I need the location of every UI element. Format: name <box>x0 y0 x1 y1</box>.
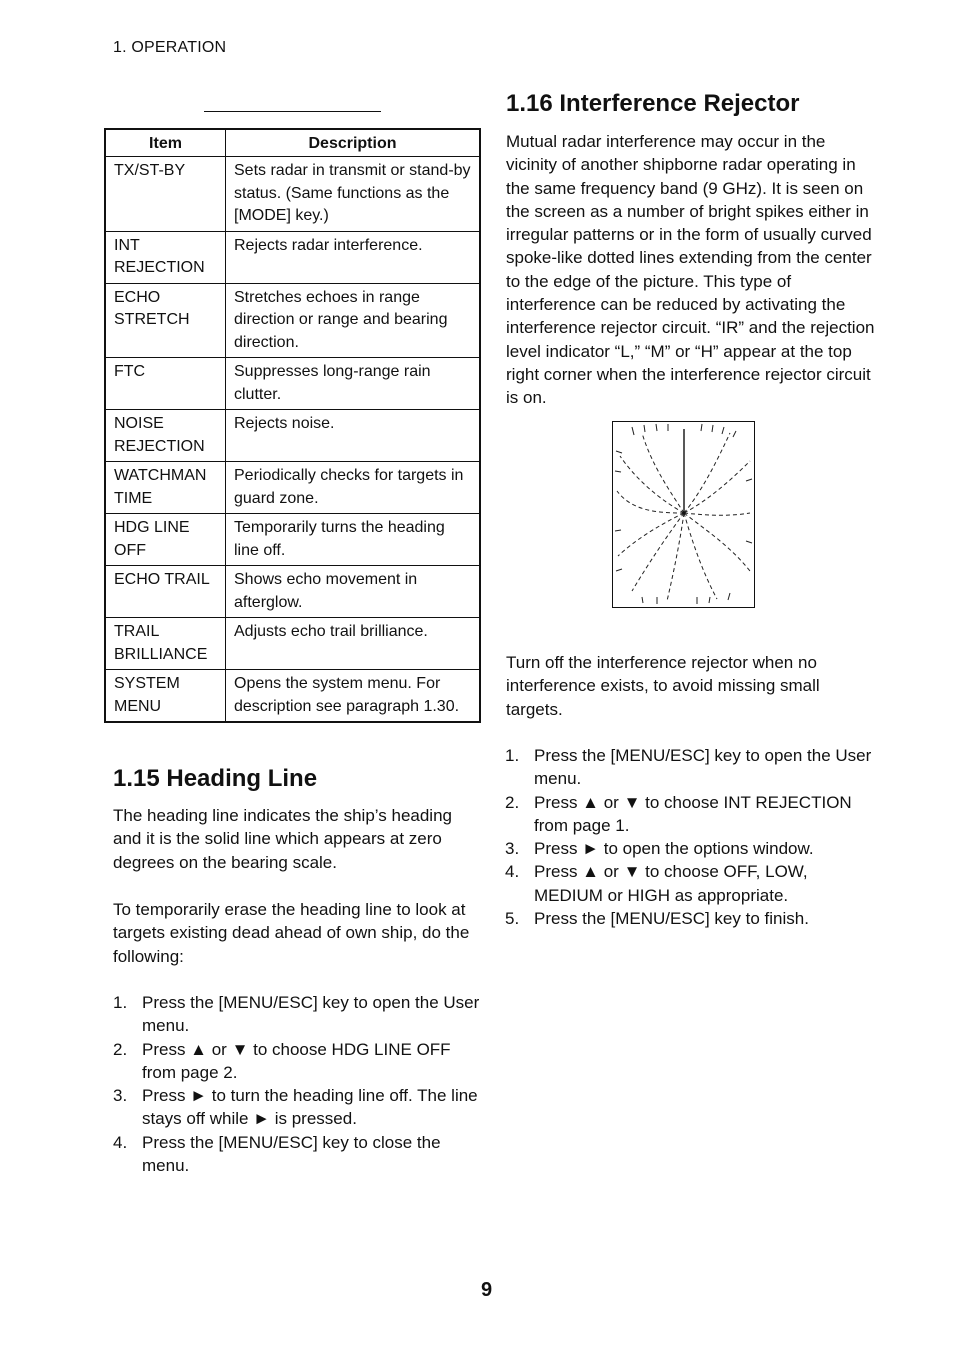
table-cell-description: Sets radar in transmit or stand-by status. (Same functions as the [MODE] key.) <box>226 157 481 232</box>
table-cell-item: HDG LINE OFF <box>105 514 226 566</box>
step-item <box>505 837 877 860</box>
step-number: 4. <box>505 862 520 882</box>
step-number: 3. <box>505 839 520 859</box>
table-cell-description: Adjusts echo trail brilliance. <box>226 618 481 670</box>
step-text: Press the [MENU/ESC] key to open the User menu. <box>534 746 872 789</box>
table-cell-item: TRAIL BRILLIANCE <box>105 618 226 670</box>
interference-paragraph: Mutual radar interference may occur in the vicinity of another shipborne radar operating in the same frequency band (9 GHz). It is seen on the screen as a number of bright spikes either in irregular patterns or in the form of usually curved spoke-like dotted lines extending from the center to the edge of the picture. This type of interference can be reduced by activating the interference rejector circuit. “IR” and the rejection level indicator “L,” “M” or “H” appear at the top right corner when the interference rejector circuit is on. <box>506 132 875 408</box>
step-text: Press the [MENU/ESC] key to close the menu. <box>142 1132 441 1176</box>
table-row <box>105 157 480 232</box>
table-cell-item: ECHO STRETCH <box>105 283 226 358</box>
step-number: 2. <box>505 792 520 812</box>
column-header-item: Item <box>105 129 226 157</box>
step-number: 5. <box>505 909 520 929</box>
table-cell-description: Periodically checks for targets in guard zone. <box>226 462 481 514</box>
table-cell-item: ECHO TRAIL <box>105 566 226 618</box>
step-text: Press ► to turn the heading line off. The line stays off while ► is pressed. <box>142 1086 478 1129</box>
step-number: 1. <box>505 746 520 765</box>
table-row <box>105 618 480 670</box>
step-text: Press ▲ or ▼ to choose OFF, LOW, MEDIUM or HIGH as appropriate. <box>534 862 808 905</box>
table-cell-description: Opens the system menu. For description see paragraph 1.30. <box>226 670 481 723</box>
interference-caution-paragraph: Turn off the interference rejector when no interference exists, to avoid missing small targets. <box>506 653 820 719</box>
table-cell-description: Temporarily turns the heading line off. <box>226 514 481 566</box>
step-number: 2. <box>113 1039 128 1059</box>
step-text: Press ▲ or ▼ to choose INT REJECTION from page 1. <box>534 792 852 835</box>
table-cell-item: TX/ST-BY <box>105 157 226 232</box>
step-text: Press the [MENU/ESC] key to open the User menu. <box>142 993 480 1036</box>
step-item <box>113 1084 485 1131</box>
table-cell-item: SYSTEM MENU <box>105 670 226 723</box>
column-header-description: Description <box>226 129 481 157</box>
table-cell-description: Suppresses long-range rain clutter. <box>226 358 481 410</box>
table-row <box>105 358 480 410</box>
step-item <box>113 1131 485 1178</box>
table-row <box>105 670 480 723</box>
table-row <box>105 514 480 566</box>
page-number: 9 <box>481 1279 493 1301</box>
step-number: 4. <box>113 1132 128 1152</box>
step-item <box>113 991 485 1038</box>
step-item <box>505 744 877 791</box>
table-cell-description: Shows echo movement in afterglow. <box>226 566 481 618</box>
table-row <box>105 566 480 618</box>
table-row <box>105 283 480 358</box>
table-row <box>105 462 480 514</box>
table-cell-item: NOISE REJECTION <box>105 410 226 462</box>
heading-line-steps <box>113 991 485 1177</box>
table-cell-description: Rejects noise. <box>226 410 481 462</box>
table-cell-description: Stretches echoes in range direction or range and bearing direction. <box>226 283 481 358</box>
section-heading-interference-rejector: 1.16 Interference Rejector <box>506 90 800 117</box>
interference-illustration <box>612 421 755 608</box>
heading-line-paragraph: The heading line indicates the ship’s heading and it is the solid line which appears at zero degrees on the bearing scale. <box>113 806 452 872</box>
table-cell-item: INT REJECTION <box>105 231 226 283</box>
running-head: 1. OPERATION <box>113 39 227 56</box>
heading-line-instructions-intro: To temporarily erase the heading line to look at targets existing dead ahead of own ship, do the following: <box>113 900 470 966</box>
interference-steps <box>505 744 877 930</box>
table-header-row <box>105 129 480 157</box>
step-item <box>505 860 877 907</box>
step-number: 3. <box>113 1086 128 1106</box>
step-item <box>505 791 877 838</box>
table-title-rule <box>204 111 381 112</box>
user-menu-table <box>104 128 481 723</box>
table-row <box>105 231 480 283</box>
step-text: Press the [MENU/ESC] key to finish. <box>534 909 809 929</box>
section-heading-heading-line: 1.15 Heading Line <box>113 765 318 792</box>
table-row <box>105 410 480 462</box>
step-text: Press ► to open the options window. <box>534 839 814 859</box>
step-text: Press ▲ or ▼ to choose HDG LINE OFF from page 2. <box>142 1039 451 1082</box>
table-cell-item: FTC <box>105 358 226 410</box>
step-item <box>505 907 877 930</box>
table-cell-item: WATCHMAN TIME <box>105 462 226 514</box>
step-item <box>113 1038 485 1085</box>
step-number: 1. <box>113 993 128 1012</box>
table-cell-description: Rejects radar interference. <box>226 231 481 283</box>
